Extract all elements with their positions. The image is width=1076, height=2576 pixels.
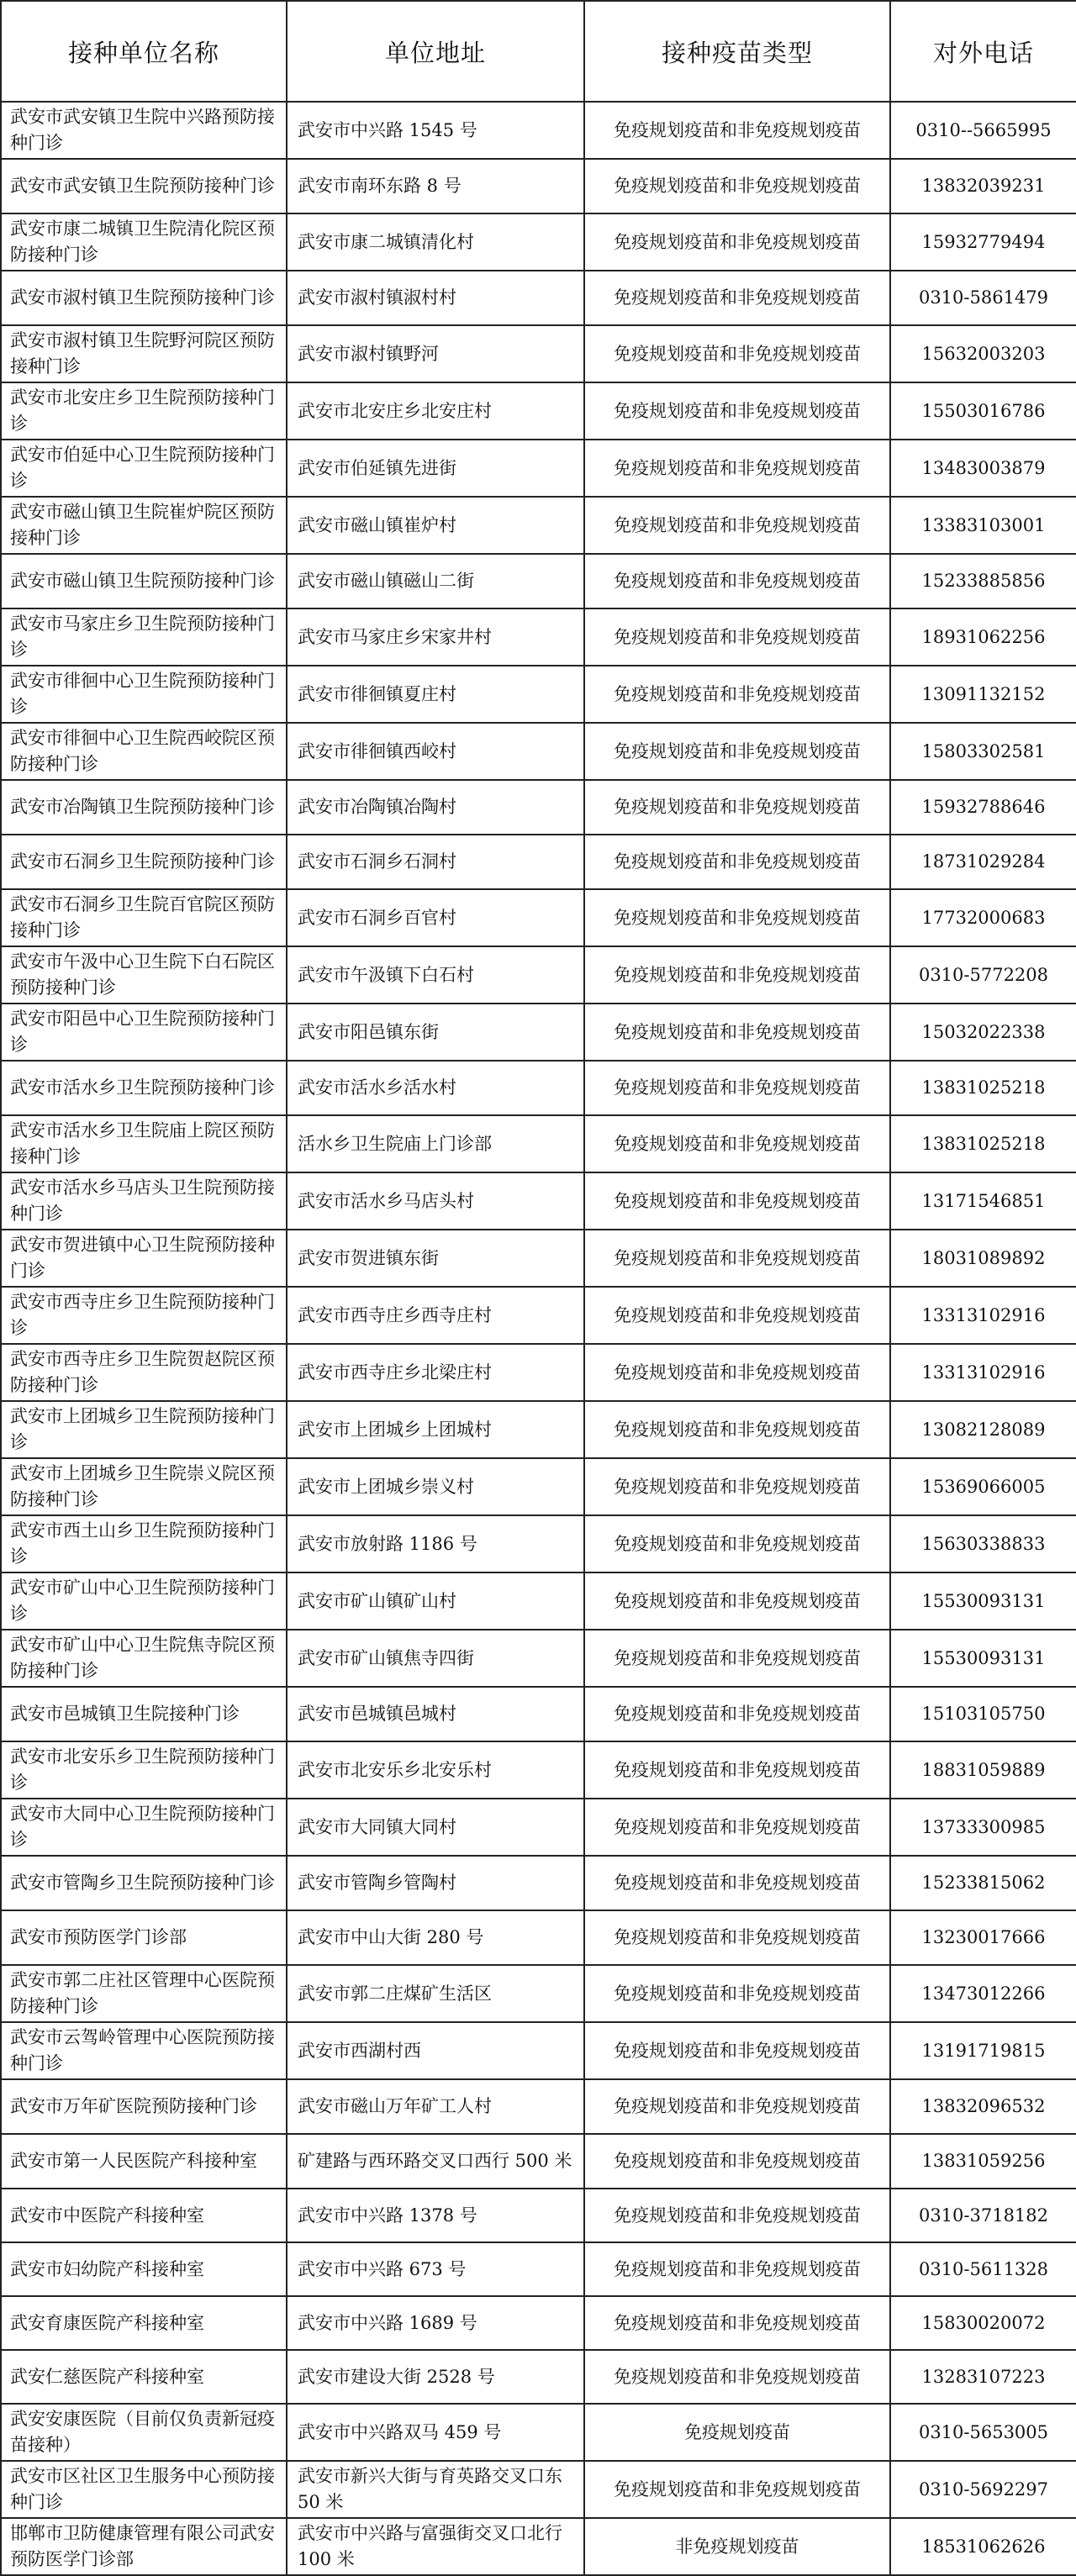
vaccine-type-cell: 免疫规划疫苗和非免疫规划疫苗 <box>584 780 890 835</box>
phone-cell: 0310--5665995 <box>890 102 1076 159</box>
address-cell: 武安市郭二庄煤矿生活区 <box>287 1965 584 2022</box>
vaccine-type-cell: 免疫规划疫苗和非免疫规划疫苗 <box>584 1287 890 1344</box>
site-name-cell: 武安市阳邑中心卫生院预防接种门诊 <box>1 1004 287 1061</box>
address-cell: 武安市西寺庄乡西寺庄村 <box>287 1287 584 1344</box>
phone-cell: 15630338833 <box>890 1515 1076 1572</box>
vaccine-type-cell: 免疫规划疫苗和非免疫规划疫苗 <box>584 497 890 554</box>
vaccine-type-cell: 免疫规划疫苗和非免疫规划疫苗 <box>584 2134 890 2189</box>
vaccine-type-cell: 免疫规划疫苗和非免疫规划疫苗 <box>584 440 890 497</box>
address-cell: 武安市淑村镇淑村村 <box>287 271 584 325</box>
table-row <box>1 946 1076 1004</box>
address-cell: 武安市贺进镇东街 <box>287 1230 584 1287</box>
site-name-cell: 武安市淑村镇卫生院野河院区预防接种门诊 <box>1 325 287 382</box>
header-address: 单位地址 <box>287 1 584 102</box>
table-row <box>1 213 1076 271</box>
address-cell: 武安市中兴路 1689 号 <box>287 2296 584 2350</box>
header-vaccine-type: 接种疫苗类型 <box>584 1 890 102</box>
address-cell: 武安市北安庄乡北安庄村 <box>287 382 584 440</box>
phone-cell: 13082128089 <box>890 1401 1076 1458</box>
address-cell: 武安市淑村镇野河 <box>287 325 584 382</box>
phone-cell: 15932779494 <box>890 213 1076 271</box>
vaccine-type-cell: 免疫规划疫苗和非免疫规划疫苗 <box>584 723 890 780</box>
address-cell: 武安市南环东路 8 号 <box>287 159 584 213</box>
address-cell: 武安市矿山镇矿山村 <box>287 1572 584 1630</box>
table-row <box>1 1572 1076 1630</box>
site-name-cell: 武安市上团城乡卫生院预防接种门诊 <box>1 1401 287 1458</box>
table-row <box>1 1799 1076 1856</box>
table-row <box>1 2518 1076 2575</box>
site-name-cell: 武安市武安镇卫生院中兴路预防接种门诊 <box>1 102 287 159</box>
phone-cell: 13383103001 <box>890 497 1076 554</box>
vaccine-type-cell: 免疫规划疫苗和非免疫规划疫苗 <box>584 1910 890 1965</box>
vaccine-type-cell: 免疫规划疫苗和非免疫规划疫苗 <box>584 1115 890 1172</box>
address-cell: 武安市中山大街 280 号 <box>287 1910 584 1965</box>
table-row <box>1 1172 1076 1230</box>
address-cell: 活水乡卫生院庙上门诊部 <box>287 1115 584 1172</box>
table-row <box>1 2022 1076 2079</box>
phone-cell: 13171546851 <box>890 1172 1076 1230</box>
site-name-cell: 武安市西土山乡卫生院预防接种门诊 <box>1 1515 287 1572</box>
phone-cell: 13091132152 <box>890 666 1076 723</box>
table-row <box>1 2404 1076 2461</box>
address-cell: 武安市徘徊镇西峧村 <box>287 723 584 780</box>
phone-cell: 15803302581 <box>890 723 1076 780</box>
table-header-row <box>1 1 1076 102</box>
address-cell: 武安市中兴路 1378 号 <box>287 2189 584 2242</box>
vaccine-type-cell: 免疫规划疫苗和非免疫规划疫苗 <box>584 2022 890 2079</box>
address-cell: 武安市大同镇大同村 <box>287 1799 584 1856</box>
site-name-cell: 武安市伯延中心卫生院预防接种门诊 <box>1 440 287 497</box>
address-cell: 武安市伯延镇先进街 <box>287 440 584 497</box>
vaccine-type-cell: 免疫规划疫苗和非免疫规划疫苗 <box>584 2189 890 2242</box>
site-name-cell: 武安市中医院产科接种室 <box>1 2189 287 2242</box>
site-name-cell: 武安市北安乐乡卫生院预防接种门诊 <box>1 1741 287 1799</box>
site-name-cell: 武安市矿山中心卫生院预防接种门诊 <box>1 1572 287 1630</box>
phone-cell: 18031089892 <box>890 1230 1076 1287</box>
phone-cell: 13733300985 <box>890 1799 1076 1856</box>
address-cell: 武安市上团城乡上团城村 <box>287 1401 584 1458</box>
site-name-cell: 武安市大同中心卫生院预防接种门诊 <box>1 1799 287 1856</box>
phone-cell: 18531062626 <box>890 2518 1076 2575</box>
table-row <box>1 1004 1076 1061</box>
site-name-cell: 武安市西寺庄乡卫生院预防接种门诊 <box>1 1287 287 1344</box>
address-cell: 武安市新兴大街与育英路交叉口东 50 米 <box>287 2461 584 2518</box>
vaccine-type-cell: 免疫规划疫苗和非免疫规划疫苗 <box>584 608 890 666</box>
table-row <box>1 2242 1076 2296</box>
site-name-cell: 武安市冶陶镇卫生院预防接种门诊 <box>1 780 287 835</box>
phone-cell: 15233815062 <box>890 1856 1076 1910</box>
table-row <box>1 2079 1076 2134</box>
vaccine-type-cell: 免疫规划疫苗和非免疫规划疫苗 <box>584 2079 890 2134</box>
phone-cell: 15032022338 <box>890 1004 1076 1061</box>
address-cell: 武安市放射路 1186 号 <box>287 1515 584 1572</box>
address-cell: 武安市北安乐乡北安乐村 <box>287 1741 584 1799</box>
address-cell: 武安市西湖村西 <box>287 2022 584 2079</box>
address-cell: 武安市石洞乡百官村 <box>287 889 584 946</box>
phone-cell: 0310-5692297 <box>890 2461 1076 2518</box>
address-cell: 武安市建设大街 2528 号 <box>287 2350 584 2404</box>
vaccine-type-cell: 免疫规划疫苗和非免疫规划疫苗 <box>584 271 890 325</box>
site-name-cell: 武安市石洞乡卫生院预防接种门诊 <box>1 835 287 889</box>
phone-cell: 13832039231 <box>890 159 1076 213</box>
vaccine-type-cell: 免疫规划疫苗 <box>584 2404 890 2461</box>
address-cell: 武安市中兴路 1545 号 <box>287 102 584 159</box>
site-name-cell: 武安市北安庄乡卫生院预防接种门诊 <box>1 382 287 440</box>
phone-cell: 18831059889 <box>890 1741 1076 1799</box>
vaccine-type-cell: 免疫规划疫苗和非免疫规划疫苗 <box>584 1344 890 1401</box>
table-row <box>1 1687 1076 1741</box>
site-name-cell: 武安市磁山镇卫生院预防接种门诊 <box>1 554 287 608</box>
site-name-cell: 武安市活水乡卫生院预防接种门诊 <box>1 1061 287 1115</box>
phone-cell: 0310-5861479 <box>890 271 1076 325</box>
table-row <box>1 1856 1076 1910</box>
vaccine-type-cell: 免疫规划疫苗和非免疫规划疫苗 <box>584 1230 890 1287</box>
table-row <box>1 102 1076 159</box>
phone-cell: 13483003879 <box>890 440 1076 497</box>
phone-cell: 15233885856 <box>890 554 1076 608</box>
phone-cell: 15932788646 <box>890 780 1076 835</box>
address-cell: 武安市徘徊镇夏庄村 <box>287 666 584 723</box>
vaccine-type-cell: 非免疫规划疫苗 <box>584 2518 890 2575</box>
site-name-cell: 武安仁慈医院产科接种室 <box>1 2350 287 2404</box>
table-row <box>1 382 1076 440</box>
vaccine-type-cell: 免疫规划疫苗和非免疫规划疫苗 <box>584 1401 890 1458</box>
address-cell: 武安市邑城镇邑城村 <box>287 1687 584 1741</box>
address-cell: 武安市磁山万年矿工人村 <box>287 2079 584 2134</box>
site-name-cell: 邯郸市卫防健康管理有限公司武安预防医学门诊部 <box>1 2518 287 2575</box>
phone-cell: 0310-5611328 <box>890 2242 1076 2296</box>
table-row <box>1 666 1076 723</box>
site-name-cell: 武安市西寺庄乡卫生院贺赵院区预防接种门诊 <box>1 1344 287 1401</box>
site-name-cell: 武安市活水乡马店头卫生院预防接种门诊 <box>1 1172 287 1230</box>
site-name-cell: 武安市活水乡卫生院庙上院区预防接种门诊 <box>1 1115 287 1172</box>
site-name-cell: 武安市磁山镇卫生院崔炉院区预防接种门诊 <box>1 497 287 554</box>
address-cell: 武安市矿山镇焦寺四街 <box>287 1630 584 1687</box>
phone-cell: 13831059256 <box>890 2134 1076 2189</box>
address-cell: 武安市午汲镇下白石村 <box>287 946 584 1004</box>
phone-cell: 15530093131 <box>890 1572 1076 1630</box>
vaccine-type-cell: 免疫规划疫苗和非免疫规划疫苗 <box>584 325 890 382</box>
table-row <box>1 889 1076 946</box>
site-name-cell: 武安市上团城乡卫生院崇义院区预防接种门诊 <box>1 1458 287 1515</box>
phone-cell: 13831025218 <box>890 1115 1076 1172</box>
table-row <box>1 2134 1076 2189</box>
vaccine-type-cell: 免疫规划疫苗和非免疫规划疫苗 <box>584 102 890 159</box>
table-row <box>1 1458 1076 1515</box>
site-name-cell: 武安市马家庄乡卫生院预防接种门诊 <box>1 608 287 666</box>
header-phone: 对外电话 <box>890 1 1076 102</box>
address-cell: 武安市活水乡马店头村 <box>287 1172 584 1230</box>
phone-cell: 17732000683 <box>890 889 1076 946</box>
phone-cell: 15632003203 <box>890 325 1076 382</box>
site-name-cell: 武安安康医院（目前仅负责新冠疫苗接种） <box>1 2404 287 2461</box>
table-row <box>1 2350 1076 2404</box>
table-row <box>1 2189 1076 2242</box>
address-cell: 武安市中兴路与富强街交叉口北行 100 米 <box>287 2518 584 2575</box>
site-name-cell: 武安市徘徊中心卫生院预防接种门诊 <box>1 666 287 723</box>
vaccine-type-cell: 免疫规划疫苗和非免疫规划疫苗 <box>584 1965 890 2022</box>
table-row <box>1 608 1076 666</box>
table-row <box>1 1115 1076 1172</box>
site-name-cell: 武安市石洞乡卫生院百官院区预防接种门诊 <box>1 889 287 946</box>
table-row <box>1 1630 1076 1687</box>
address-cell: 武安市冶陶镇冶陶村 <box>287 780 584 835</box>
phone-cell: 13230017666 <box>890 1910 1076 1965</box>
table-row <box>1 835 1076 889</box>
address-cell: 武安市中兴路双马 459 号 <box>287 2404 584 2461</box>
phone-cell: 13313102916 <box>890 1344 1076 1401</box>
phone-cell: 15369066005 <box>890 1458 1076 1515</box>
site-name-cell: 武安市徘徊中心卫生院西峧院区预防接种门诊 <box>1 723 287 780</box>
table-row <box>1 440 1076 497</box>
phone-cell: 0310-5772208 <box>890 946 1076 1004</box>
phone-cell: 15530093131 <box>890 1630 1076 1687</box>
table-row <box>1 554 1076 608</box>
phone-cell: 13831025218 <box>890 1061 1076 1115</box>
vaccine-type-cell: 免疫规划疫苗和非免疫规划疫苗 <box>584 1856 890 1910</box>
address-cell: 武安市康二城镇清化村 <box>287 213 584 271</box>
site-name-cell: 武安市管陶乡卫生院预防接种门诊 <box>1 1856 287 1910</box>
table-row <box>1 1061 1076 1115</box>
table-row <box>1 271 1076 325</box>
address-cell: 武安市西寺庄乡北梁庄村 <box>287 1344 584 1401</box>
table-row <box>1 723 1076 780</box>
table-row <box>1 159 1076 213</box>
phone-cell: 15830020072 <box>890 2296 1076 2350</box>
address-cell: 武安市阳邑镇东街 <box>287 1004 584 1061</box>
site-name-cell: 武安市午汲中心卫生院下白石院区预防接种门诊 <box>1 946 287 1004</box>
table-row <box>1 2296 1076 2350</box>
vaccine-type-cell: 免疫规划疫苗和非免疫规划疫苗 <box>584 1630 890 1687</box>
vaccine-type-cell: 免疫规划疫苗和非免疫规划疫苗 <box>584 2296 890 2350</box>
site-name-cell: 武安市武安镇卫生院预防接种门诊 <box>1 159 287 213</box>
phone-cell: 0310-3718182 <box>890 2189 1076 2242</box>
address-cell: 武安市活水乡活水村 <box>287 1061 584 1115</box>
site-name-cell: 武安市康二城镇卫生院清化院区预防接种门诊 <box>1 213 287 271</box>
phone-cell: 18931062256 <box>890 608 1076 666</box>
table-row <box>1 1287 1076 1344</box>
phone-cell: 15103105750 <box>890 1687 1076 1741</box>
table-row <box>1 1741 1076 1799</box>
phone-cell: 13473012266 <box>890 1965 1076 2022</box>
address-cell: 武安市上团城乡崇义村 <box>287 1458 584 1515</box>
vaccine-type-cell: 免疫规划疫苗和非免疫规划疫苗 <box>584 1741 890 1799</box>
phone-cell: 13832096532 <box>890 2079 1076 2134</box>
phone-cell: 0310-5653005 <box>890 2404 1076 2461</box>
address-cell: 武安市磁山镇磁山二街 <box>287 554 584 608</box>
table-row <box>1 325 1076 382</box>
site-name-cell: 武安育康医院产科接种室 <box>1 2296 287 2350</box>
vaccine-type-cell: 免疫规划疫苗和非免疫规划疫苗 <box>584 1572 890 1630</box>
address-cell: 武安市石洞乡石洞村 <box>287 835 584 889</box>
vaccine-type-cell: 免疫规划疫苗和非免疫规划疫苗 <box>584 554 890 608</box>
site-name-cell: 武安市妇幼院产科接种室 <box>1 2242 287 2296</box>
vaccine-type-cell: 免疫规划疫苗和非免疫规划疫苗 <box>584 1687 890 1741</box>
header-site-name: 接种单位名称 <box>1 1 287 102</box>
site-name-cell: 武安市贺进镇中心卫生院预防接种门诊 <box>1 1230 287 1287</box>
site-name-cell: 武安市矿山中心卫生院焦寺院区预防接种门诊 <box>1 1630 287 1687</box>
table-row <box>1 780 1076 835</box>
vaccine-type-cell: 免疫规划疫苗和非免疫规划疫苗 <box>584 889 890 946</box>
phone-cell: 13191719815 <box>890 2022 1076 2079</box>
vaccine-type-cell: 免疫规划疫苗和非免疫规划疫苗 <box>584 382 890 440</box>
vaccine-type-cell: 免疫规划疫苗和非免疫规划疫苗 <box>584 159 890 213</box>
vaccine-type-cell: 免疫规划疫苗和非免疫规划疫苗 <box>584 946 890 1004</box>
site-name-cell: 武安市云驾岭管理中心医院预防接种门诊 <box>1 2022 287 2079</box>
table-row <box>1 497 1076 554</box>
site-name-cell: 武安市万年矿医院预防接种门诊 <box>1 2079 287 2134</box>
site-name-cell: 武安市邑城镇卫生院接种门诊 <box>1 1687 287 1741</box>
vaccine-type-cell: 免疫规划疫苗和非免疫规划疫苗 <box>584 2350 890 2404</box>
site-name-cell: 武安市第一人民医院产科接种室 <box>1 2134 287 2189</box>
vaccine-type-cell: 免疫规划疫苗和非免疫规划疫苗 <box>584 1172 890 1230</box>
site-name-cell: 武安市预防医学门诊部 <box>1 1910 287 1965</box>
site-name-cell: 武安市淑村镇卫生院预防接种门诊 <box>1 271 287 325</box>
address-cell: 武安市磁山镇崔炉村 <box>287 497 584 554</box>
vaccine-type-cell: 免疫规划疫苗和非免疫规划疫苗 <box>584 1004 890 1061</box>
address-cell: 矿建路与西环路交叉口西行 500 米 <box>287 2134 584 2189</box>
table-row <box>1 1401 1076 1458</box>
address-cell: 武安市中兴路 673 号 <box>287 2242 584 2296</box>
table-row <box>1 1230 1076 1287</box>
vaccine-type-cell: 免疫规划疫苗和非免疫规划疫苗 <box>584 1458 890 1515</box>
address-cell: 武安市马家庄乡宋家井村 <box>287 608 584 666</box>
phone-cell: 13283107223 <box>890 2350 1076 2404</box>
table-row <box>1 1965 1076 2022</box>
table-row <box>1 1344 1076 1401</box>
vaccine-type-cell: 免疫规划疫苗和非免疫规划疫苗 <box>584 1799 890 1856</box>
vaccine-type-cell: 免疫规划疫苗和非免疫规划疫苗 <box>584 666 890 723</box>
site-name-cell: 武安市郭二庄社区管理中心医院预防接种门诊 <box>1 1965 287 2022</box>
phone-cell: 13313102916 <box>890 1287 1076 1344</box>
phone-cell: 18731029284 <box>890 835 1076 889</box>
table-row <box>1 2461 1076 2518</box>
site-name-cell: 武安市区社区卫生服务中心预防接种门诊 <box>1 2461 287 2518</box>
vaccine-type-cell: 免疫规划疫苗和非免疫规划疫苗 <box>584 1515 890 1572</box>
address-cell: 武安市管陶乡管陶村 <box>287 1856 584 1910</box>
vaccine-type-cell: 免疫规划疫苗和非免疫规划疫苗 <box>584 2242 890 2296</box>
vaccine-type-cell: 免疫规划疫苗和非免疫规划疫苗 <box>584 2461 890 2518</box>
table-row <box>1 1910 1076 1965</box>
table-row <box>1 1515 1076 1572</box>
vaccine-type-cell: 免疫规划疫苗和非免疫规划疫苗 <box>584 1061 890 1115</box>
vaccine-type-cell: 免疫规划疫苗和非免疫规划疫苗 <box>584 213 890 271</box>
vaccine-type-cell: 免疫规划疫苗和非免疫规划疫苗 <box>584 835 890 889</box>
phone-cell: 15503016786 <box>890 382 1076 440</box>
